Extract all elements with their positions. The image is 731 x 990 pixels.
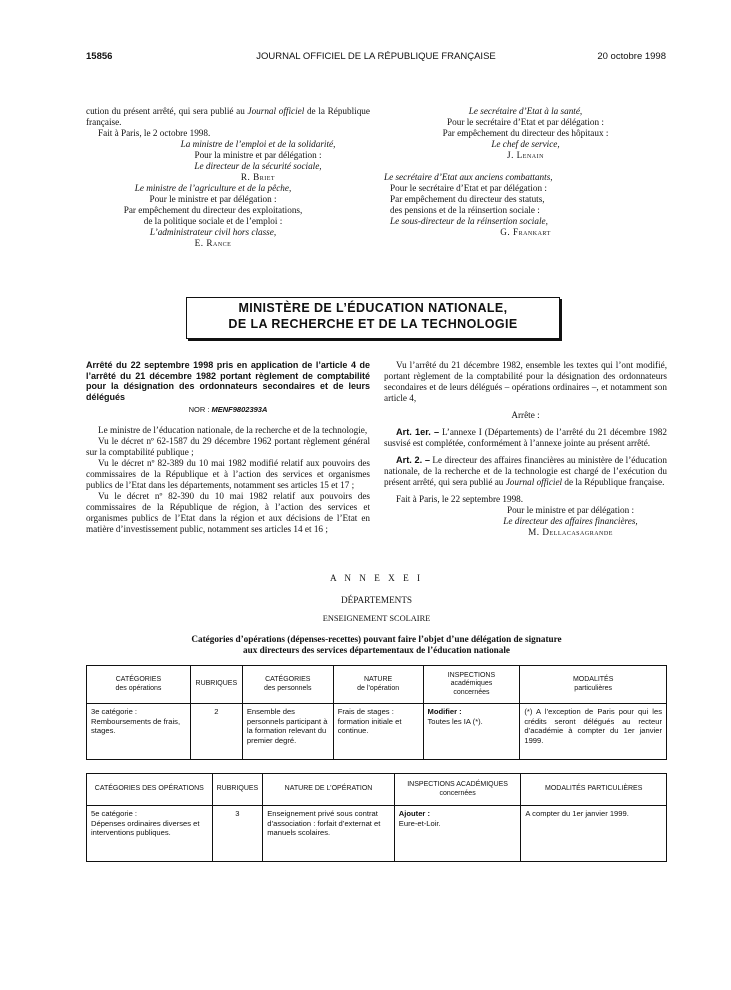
- article-1: Art. 1er. – L’annexe I (Départements) de l’arrêté du 21 décembre 1982 susvisé est complétée, conformément à l’annexe jointe au présent arrêté.: [384, 427, 667, 448]
- preamble-paragraph: Vu le décret nº 62-1587 du 29 décembre 1962 portant règlement général sur la comptabilité publique ;: [86, 436, 370, 457]
- signatory-name: J. Lenain: [507, 150, 544, 160]
- signatory-title: Le secrétaire d’Etat à la santé,: [468, 106, 583, 116]
- done-at: Fait à Paris, le 2 octobre 1998.: [98, 128, 211, 138]
- annex-table-2: [86, 773, 667, 862]
- delegation-line: Pour le secrétaire d’Etat et par délégation :: [447, 117, 604, 127]
- table-cell: Enseignement privé sous contrat d’association : forfait d’externat et manuels scolaires.: [263, 806, 395, 862]
- table-cell: 2: [190, 704, 242, 760]
- signatory-title: Le ministre de l’agriculture et de la pêche,: [134, 183, 292, 193]
- table-cell: 5e catégorie : Dépenses ordinaires diverses et interventions publiques.: [87, 806, 213, 862]
- annex-section: DÉPARTEMENTS: [340, 595, 413, 605]
- page-header: [86, 51, 666, 67]
- arrete-line: Arrête :: [511, 410, 540, 420]
- table-header-row: [87, 666, 667, 704]
- article-title: Arrêté du 22 septembre 1998 pris en application de l’article 4 de l’arrêté du 21 décembre 1982 portant règlement de comptabilité pour la désignation des ordonnateurs secondaires et de leurs délégués: [86, 360, 370, 402]
- signatory-role: Le chef de service,: [491, 139, 560, 149]
- nor-reference: NOR : MENF9802393A: [188, 405, 268, 414]
- preamble-paragraph: Vu l’arrêté du 21 décembre 1982, ensemble les textes qui l’ont modifié, portant règlement de la comptabilité pour la désignation des ordonnateurs secondaires et de leurs délégués – opérations ordinaires –, et notamment son article 4,: [384, 360, 667, 403]
- article-2: Art. 2. – Le directeur des affaires financières au ministère de l’éducation nationale, de la recherche et de la technologie est chargé de l’exécution du présent arrêté, qui sera publié au Journal officiel de la République française.: [384, 455, 667, 487]
- annex-table-1: [86, 665, 667, 760]
- table-cell: (*) A l’exception de Paris pour qui les crédits seront délégués au recteur d’académie à compter du 1er janvier 1999.: [520, 704, 667, 760]
- column-header: CATÉGORIES des opérations: [87, 666, 191, 704]
- annex-title: A N N E X E I: [329, 573, 424, 583]
- ministry-heading: [186, 297, 560, 339]
- issue-date: 20 octobre 1998: [597, 51, 666, 62]
- signatory-title: Le secrétaire d’Etat aux anciens combattants,: [384, 172, 553, 182]
- preamble-paragraph: Vu le décret nº 82-389 du 10 mai 1982 modifié relatif aux pouvoirs des commissaires de la République et à l’action des services et organismes publics de l’Etat dans les départements, notamment ses articles 15 et 17 ;: [86, 458, 370, 490]
- delegation-line: Par empêchement du directeur des statuts,: [390, 194, 545, 204]
- continuation-paragraph: cution du présent arrêté, qui sera publié au Journal officiel de la République française.: [86, 106, 370, 127]
- annex-heading-line-1: Catégories d’opérations (dépenses-recettes) pouvant faire l’objet d’une délégation de signature: [191, 634, 562, 644]
- delegation-line: des pensions et de la réinsertion sociale :: [390, 205, 540, 215]
- table-cell: A compter du 1er janvier 1999.: [521, 806, 667, 862]
- column-header: RUBRIQUES: [212, 774, 263, 806]
- delegation-line: Par empêchement du directeur des hôpitaux :: [442, 128, 609, 138]
- delegation-line: de la politique sociale et de l’emploi :: [143, 216, 283, 226]
- signatory-title: La ministre de l’emploi et de la solidarité,: [180, 139, 336, 149]
- column-header: MODALITÉS PARTICULIÈRES: [521, 774, 667, 806]
- preamble-paragraph: Le ministre de l’éducation nationale, de la recherche et de la technologie,: [98, 425, 368, 435]
- signatory-role: Le directeur des affaires financières,: [503, 516, 638, 526]
- table-cell: Ajouter : Eure-et-Loir.: [394, 806, 521, 862]
- annex-heading-line-2: aux directeurs des services départementaux de l’éducation nationale: [242, 645, 510, 655]
- page-number: 15856: [86, 51, 113, 62]
- annex-subsection: ENSEIGNEMENT SCOLAIRE: [322, 614, 431, 623]
- table-cell: Ensemble des personnels participant à la formation relevant du premier degré.: [242, 704, 333, 760]
- column-header: CATÉGORIES DES OPÉRATIONS: [87, 774, 213, 806]
- table-cell: Modifier : Toutes les IA (*).: [423, 704, 520, 760]
- signatory-role: Le sous-directeur de la réinsertion sociale,: [390, 216, 548, 226]
- preamble-paragraph: Vu le décret nº 82-390 du 10 mai 1982 relatif aux pouvoirs des commissaires de la République de région, à l’action des services et organismes publics de l’Etat dans la région et aux décisions de l’Etat en matière d’investissement public, notamment ses articles 14 et 16 ;: [86, 491, 370, 534]
- table-row: [87, 704, 667, 760]
- table-cell: 3e catégorie : Remboursements de frais, stages.: [87, 704, 191, 760]
- article-left-column: [86, 360, 370, 535]
- column-header: INSPECTIONS ACADÉMIQUES concernées: [394, 774, 521, 806]
- column-header: INSPECTIONS académiques concernées: [423, 666, 520, 704]
- previous-decree-end-left: [86, 106, 370, 249]
- previous-decree-end-right: [384, 106, 667, 238]
- table-cell: Frais de stages : formation initiale et continue.: [333, 704, 423, 760]
- column-header: MODALITÉS particulières: [520, 666, 667, 704]
- delegation-line: Pour la ministre et par délégation :: [194, 150, 322, 160]
- column-header: RUBRIQUES: [190, 666, 242, 704]
- ministry-line-1: MINISTÈRE DE L’ÉDUCATION NATIONALE,: [238, 301, 508, 315]
- signatory-name: R. Briet: [240, 172, 276, 182]
- signatory-name: M. Dellacasagrande: [528, 527, 613, 537]
- delegation-line: Pour le ministre et par délégation :: [149, 194, 277, 204]
- column-header: NATURE DE L’OPÉRATION: [263, 774, 395, 806]
- delegation-line: Pour le secrétaire d’Etat et par délégation :: [390, 183, 547, 193]
- done-at: Fait à Paris, le 22 septembre 1998.: [396, 494, 524, 504]
- table-cell: 3: [212, 806, 263, 862]
- column-header: NATURE de l’opération: [333, 666, 423, 704]
- delegation-line: Pour le ministre et par délégation :: [506, 505, 635, 515]
- signatory-name: G. Frankart: [500, 227, 551, 237]
- delegation-line: Par empêchement du directeur des exploitations,: [123, 205, 303, 215]
- journal-title: JOURNAL OFFICIEL DE LA RÉPUBLIQUE FRANÇAISE: [256, 51, 496, 62]
- table-header-row: [87, 774, 667, 806]
- table-row: [87, 806, 667, 862]
- signatory-role: L’administrateur civil hors classe,: [149, 227, 277, 237]
- column-header: CATÉGORIES des personnels: [242, 666, 333, 704]
- annex-heading: [86, 634, 667, 656]
- article-right-column: [384, 360, 667, 538]
- ministry-line-2: DE LA RECHERCHE ET DE LA TECHNOLOGIE: [228, 317, 518, 331]
- signatory-role: Le directeur de la sécurité sociale,: [194, 161, 322, 171]
- signatory-name: E. Rance: [194, 238, 232, 248]
